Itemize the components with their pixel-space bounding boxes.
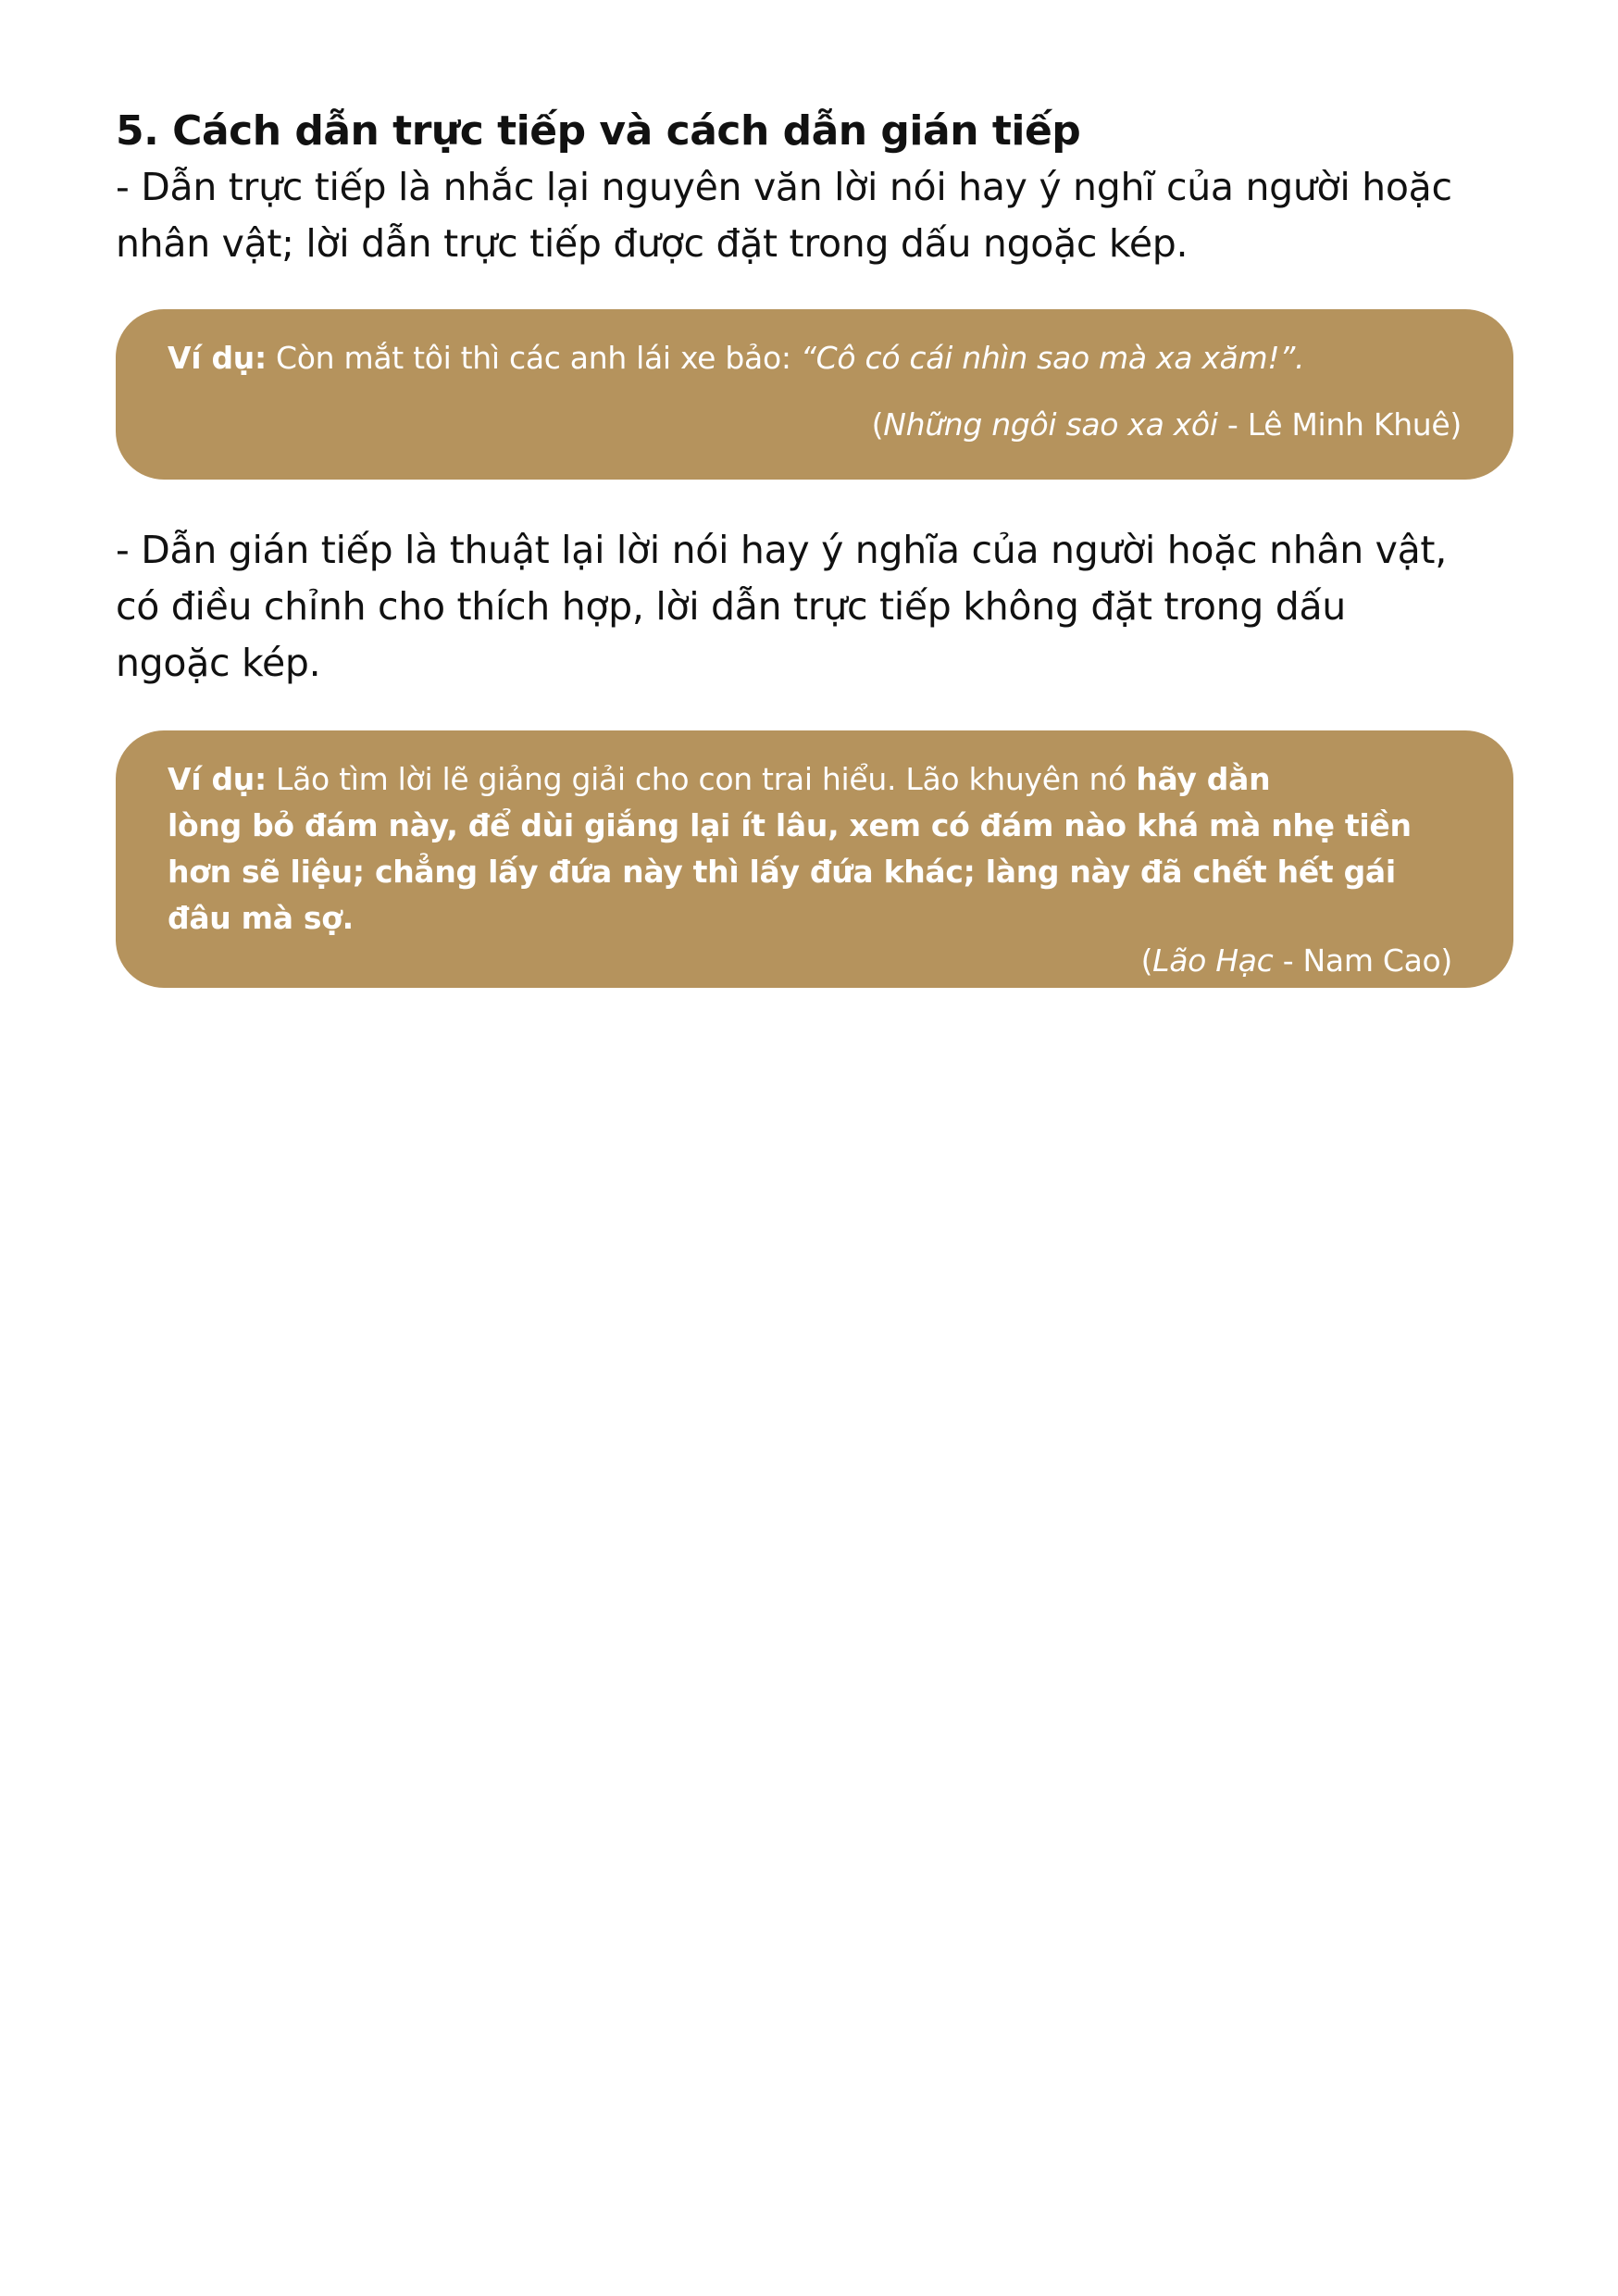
example-bold-line: [168, 895, 1462, 942]
source-title: Những ngôi sao xa xôi: [883, 406, 1218, 443]
example-bold-line: [168, 803, 1462, 849]
example-bold-text: hơn sẽ liệu; chẳng lấy đứa này thì lấy đứa khác; làng này đã chết hết gái: [168, 854, 1396, 890]
example-source: [168, 938, 1452, 984]
source-paren: (: [1140, 942, 1153, 979]
direct-definition-line: nhân vật; lời dẫn trực tiếp được đặt trong dấu ngoặc kép.: [116, 221, 1189, 266]
example-text: [168, 335, 1462, 381]
example-quote: “Cô có cái nhìn sao mà xa xăm!”.: [800, 340, 1305, 376]
example-bold-text: lòng bỏ đám này, để dùi giắng lại ít lâu, xem có đám nào khá mà nhẹ tiền: [168, 807, 1412, 843]
example-bold-text: hãy dằn: [1136, 761, 1271, 797]
example-label: Ví dụ:: [168, 340, 267, 376]
example-bold-line: [168, 849, 1462, 895]
example-text: [168, 756, 1462, 803]
indirect-definition-line: ngoặc kép.: [116, 641, 321, 685]
section-heading: 5. Cách dẫn trực tiếp và cách dẫn gián tiếp: [116, 107, 1081, 155]
indirect-definition-line: - Dẫn gián tiếp là thuật lại lời nói hay ý nghĩa của người hoặc nhân vật,: [116, 528, 1447, 572]
source-title: Lão Hạc: [1152, 942, 1274, 979]
source-author: - Lê Minh Khuê): [1217, 406, 1462, 443]
example-box-indirect: [116, 730, 1513, 988]
source-paren: (: [871, 406, 884, 443]
example-sentence: Lão tìm lời lẽ giảng giải cho con trai hiểu. Lão khuyên nó: [266, 761, 1137, 797]
direct-speech-definition: [116, 159, 1513, 272]
example-source: [168, 402, 1462, 448]
example-bold-text: đâu mà sợ.: [168, 900, 354, 936]
indirect-definition-line: có điều chỉnh cho thích hợp, lời dẫn trực tiếp không đặt trong dấu: [116, 584, 1346, 629]
source-author: - Nam Cao): [1273, 942, 1452, 979]
direct-definition-line: - Dẫn trực tiếp là nhắc lại nguyên văn lời nói hay ý nghĩ của người hoặc: [116, 165, 1452, 209]
example-sentence: Còn mắt tôi thì các anh lái xe bảo:: [266, 340, 801, 376]
example-box-direct: [116, 309, 1513, 480]
indirect-speech-definition: [116, 522, 1513, 692]
example-label: Ví dụ:: [168, 761, 267, 797]
document-page: [116, 104, 1513, 988]
